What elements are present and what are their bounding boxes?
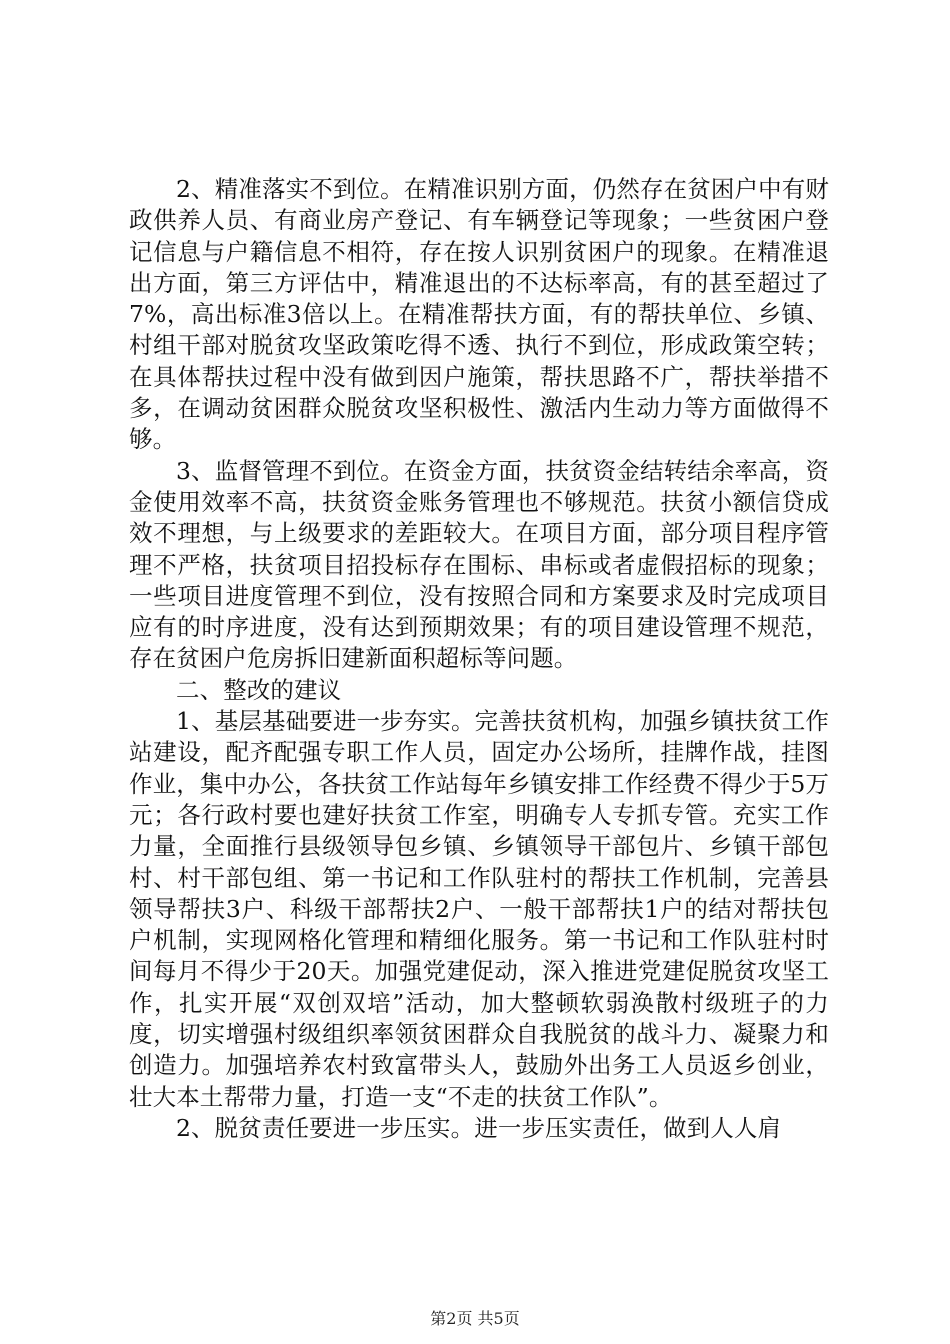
paragraph-poverty-responsibility: 2、脱贫责任要进一步压实。进一步压实责任，做到人人肩 xyxy=(176,1113,782,1142)
paragraph-precision-implementation: 2、精准落实不到位。在精准识别方面，仍然存在贫困户中有财政供养人员、有商业房产登记、有车辆登记等现象；一些贫困户登记信息与户籍信息不相符，存在按人识别贫困户的现象。在精准退出方面，第三方评估中，精准退出的不达标率高，有的甚至超过了7%，高出标准3倍以上。在精准帮扶方面，有的帮扶单位、乡镇、村组干部对脱贫攻坚政策吃得不透、执行不到位，形成政策空转；在具体帮扶过程中没有做到因户施策，帮扶思路不广，帮扶举措不多，在调动贫困群众脱贫攻坚积极性、激活内生动力等方面做得不够。 xyxy=(129,175,829,454)
page-number-footer: 第2页 共5页 xyxy=(430,1309,520,1328)
document-body xyxy=(129,174,829,1144)
paragraph-supervision-management: 3、监督管理不到位。在资金方面，扶贫资金结转结余率高，资金使用效率不高，扶贫资金账务管理也不够规范。扶贫小额信贷成效不理想，与上级要求的差距较大。在项目方面，部分项目程序管理不严格，扶贫项目招投标存在围标、串标或者虚假招标的现象；一些项目进度管理不到位，没有按照合同和方案要求及时完成项目应有的时序进度，没有达到预期效果；有的项目建设管理不规范，存在贫困户危房拆旧建新面积超标等问题。 xyxy=(129,456,829,673)
paragraph-grassroots-foundation: 1、基层基础要进一步夯实。完善扶贫机构，加强乡镇扶贫工作站建设，配齐配强专职工作人员，固定办公场所，挂牌作战，挂图作业，集中办公，各扶贫工作站每年乡镇安排工作经费不得少于5万元；各行政村要也建好扶贫工作室，明确专人专抓专管。充实工作力量，全面推行县级领导包乡镇、乡镇领导干部包片、乡镇干部包村、村干部包组、第一书记和工作队驻村的帮扶工作机制，完善县领导帮扶3户、科级干部帮扶2户、一般干部帮扶1户的结对帮扶包户机制，实现网格化管理和精细化服务。第一书记和工作队驻村时间每月不得少于20天。加强党建促动，深入推进党建促脱贫攻坚工作，扎实开展“双创双培”活动，加大整顿软弱涣散村级班子的力度，切实增强村级组织率领贫困群众自我脱贫的战斗力、凝聚力和创造力。加强培养农村致富带头人，鼓励外出务工人员返乡创业，壮大本土帮带力量，打造一支“不走的扶贫工作队”。 xyxy=(129,707,829,1111)
section-heading-rectification-suggestions: 二、整改的建议 xyxy=(176,675,342,704)
